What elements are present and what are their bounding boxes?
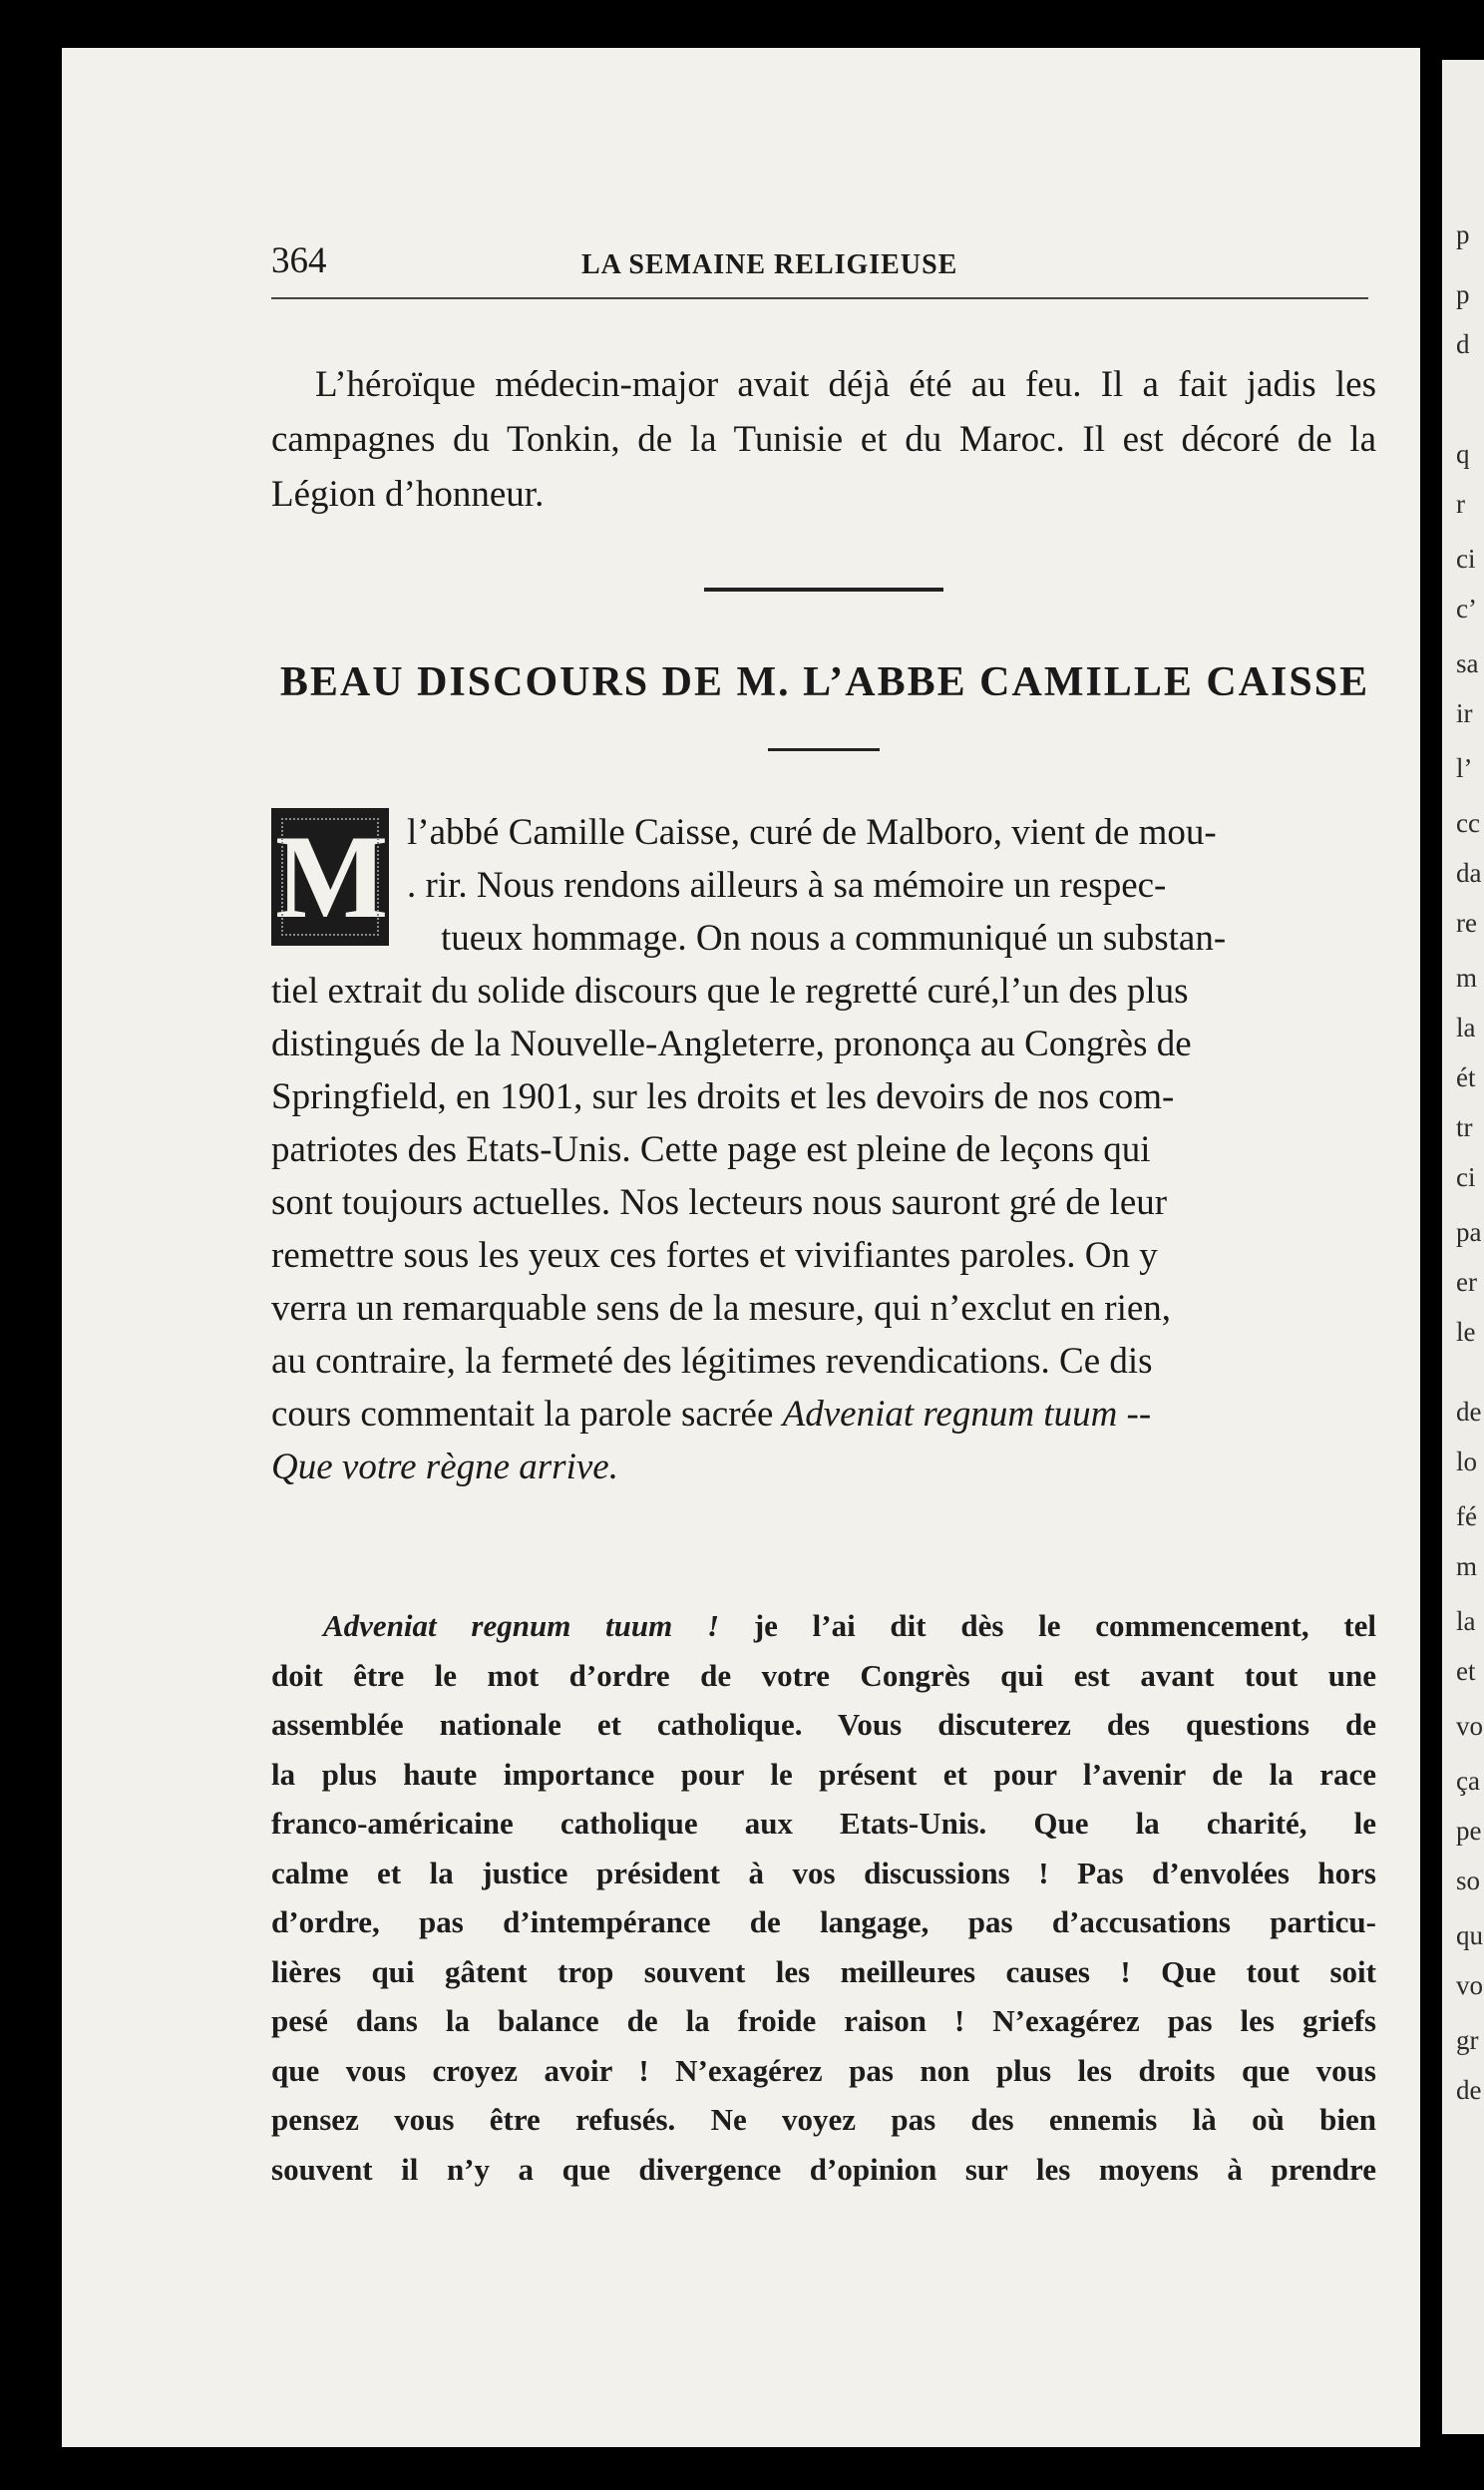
- quote-line-text: je l’ai dit dès le commencement, tel: [753, 1608, 1376, 1643]
- adjacent-page-fragment: m: [1456, 1551, 1478, 1581]
- adjacent-page-fragment: la: [1456, 1013, 1476, 1042]
- adjacent-page-fragment: re: [1456, 908, 1477, 938]
- adjacent-page-fragment: ir: [1456, 698, 1473, 728]
- article-line-with-latin: [271, 1388, 1376, 1441]
- adjacent-page-fragment: ça: [1456, 1766, 1480, 1796]
- running-title: LA SEMAINE RELIGIEUSE: [581, 249, 958, 280]
- adjacent-page-fragment: le: [1456, 1317, 1476, 1347]
- quote-line: doit être le mot d’ordre de votre Congrès qui est avant tout une: [271, 1657, 1376, 1693]
- article-line: tiel extrait du solide discours que le regretté curé,l’un des plus: [271, 971, 1189, 1012]
- quote-line: lières qui gâtent trop souvent les meilleures causes ! Que tout soit: [271, 1953, 1376, 1989]
- article-line: l’abbé Camille Caisse, curé de Malboro, vient de mou-: [407, 812, 1217, 853]
- adjacent-page-fragment: r: [1456, 489, 1465, 519]
- adjacent-page-fragment: m: [1456, 963, 1478, 993]
- article-headline: BEAU DISCOURS DE M. L’ABBE CAMILLE CAISSE: [279, 659, 1370, 705]
- page-number: 364: [271, 240, 327, 281]
- article-line: Springfield, en 1901, sur les droits et les devoirs de nos com-: [271, 1076, 1175, 1117]
- latin-translation: Que votre règne arrive.: [271, 1447, 618, 1487]
- article-line: cours commentait la parole sacrée: [271, 1394, 774, 1435]
- article-line: . rir. Nous rendons ailleurs à sa mémoire un respec-: [407, 865, 1167, 906]
- quote-opening-latin: Adveniat regnum tuum !: [323, 1608, 720, 1643]
- adjacent-page-fragment: la: [1456, 1606, 1476, 1636]
- adjacent-page-fragment: de: [1456, 2075, 1482, 2105]
- article-body: [271, 806, 1376, 1493]
- adjacent-page-fragment: p: [1456, 219, 1470, 249]
- quote-line: pensez vous être refusés. Ne voyez pas des ennemis là où bien: [271, 2102, 1376, 2137]
- adjacent-page-fragment: ci: [1456, 1162, 1476, 1192]
- quote-line: d’ordre, pas d’intempérance de langage, pas d’accusations particu-: [271, 1904, 1376, 1939]
- adjacent-page-fragment: p: [1456, 279, 1470, 309]
- adjacent-page-fragment: lo: [1456, 1447, 1478, 1476]
- adjacent-page-fragment: l’: [1456, 753, 1473, 783]
- adjacent-page-fragment: ci: [1456, 544, 1476, 574]
- quote-line: que vous croyez avoir ! N’exagérez pas non plus les droits que vous: [271, 2052, 1376, 2088]
- latin-phrase: Adveniat regnum tuum --: [782, 1394, 1152, 1435]
- article-line: distingués de la Nouvelle-Angleterre, prononça au Congrès de: [271, 1024, 1192, 1064]
- quote-line: souvent il n’y a que divergence d’opinion sur les moyens à prendre: [271, 2151, 1376, 2187]
- adjacent-page-edge: [1442, 60, 1484, 2434]
- header-rule: [271, 297, 1368, 299]
- article-line: sont toujours actuelles. Nos lecteurs nous sauront gré de leur: [271, 1182, 1168, 1223]
- speech-quote: [271, 1601, 1376, 2194]
- drop-cap-ornament: M: [271, 808, 389, 946]
- adjacent-page-fragment: vo: [1456, 1970, 1483, 2000]
- adjacent-page-fragment: so: [1456, 1866, 1481, 1895]
- adjacent-page-fragment: vo: [1456, 1711, 1483, 1741]
- intro-paragraph: L’héroïque médecin-major avait déjà été au feu. Il a fait jadis les campagnes du Tonkin, de la Tunisie et du Maroc. Il est décoré de la Légion d’honneur.: [271, 364, 1376, 515]
- adjacent-page-fragment: fé: [1456, 1501, 1477, 1531]
- adjacent-page-fragment: qu: [1456, 1920, 1483, 1950]
- adjacent-page-fragment: c’: [1456, 594, 1477, 623]
- section-divider: [704, 588, 943, 592]
- article-line: verra un remarquable sens de la mesure, qui n’exclut en rien,: [271, 1288, 1172, 1329]
- quote-line: la plus haute importance pour le présent et pour l’avenir de la race: [271, 1756, 1376, 1792]
- adjacent-page-fragment: d: [1456, 329, 1470, 359]
- adjacent-page-fragment: cc: [1456, 808, 1480, 838]
- adjacent-page-fragment: tr: [1456, 1112, 1473, 1142]
- adjacent-page-fragment: q: [1456, 439, 1470, 469]
- article-line: au contraire, la fermeté des légitimes revendications. Ce dis: [271, 1341, 1153, 1382]
- article-line: patriotes des Etats-Unis. Cette page est pleine de leçons qui: [271, 1129, 1151, 1170]
- adjacent-page-fragment: gr: [1456, 2025, 1479, 2055]
- latin-translation-line: [271, 1441, 1376, 1493]
- article-line: tueux hommage. On nous a communiqué un substan-: [441, 918, 1227, 959]
- quote-line: calme et la justice président à vos discussions ! Pas d’envolées hors: [271, 1855, 1376, 1890]
- adjacent-page-fragment: er: [1456, 1267, 1477, 1297]
- quote-line: franco-américaine catholique aux Etats-Unis. Que la charité, le: [271, 1806, 1376, 1841]
- adjacent-page-fragment: pa: [1456, 1217, 1482, 1247]
- headline-divider: [768, 748, 880, 751]
- article-line: remettre sous les yeux ces fortes et vivifiantes paroles. On y: [271, 1235, 1158, 1276]
- quote-line: [271, 1601, 1376, 1651]
- quote-line: pesé dans la balance de la froide raison ! N’exagérez pas les griefs: [271, 2003, 1376, 2038]
- adjacent-page-fragment: sa: [1456, 648, 1479, 678]
- adjacent-page-fragment: ét: [1456, 1062, 1476, 1092]
- adjacent-page-fragment: et: [1456, 1656, 1476, 1686]
- adjacent-page-fragment: da: [1456, 858, 1482, 888]
- adjacent-page-fragment: pe: [1456, 1816, 1482, 1846]
- quote-line: assemblée nationale et catholique. Vous discuterez des questions de: [271, 1707, 1376, 1742]
- adjacent-page-fragment: de: [1456, 1397, 1482, 1427]
